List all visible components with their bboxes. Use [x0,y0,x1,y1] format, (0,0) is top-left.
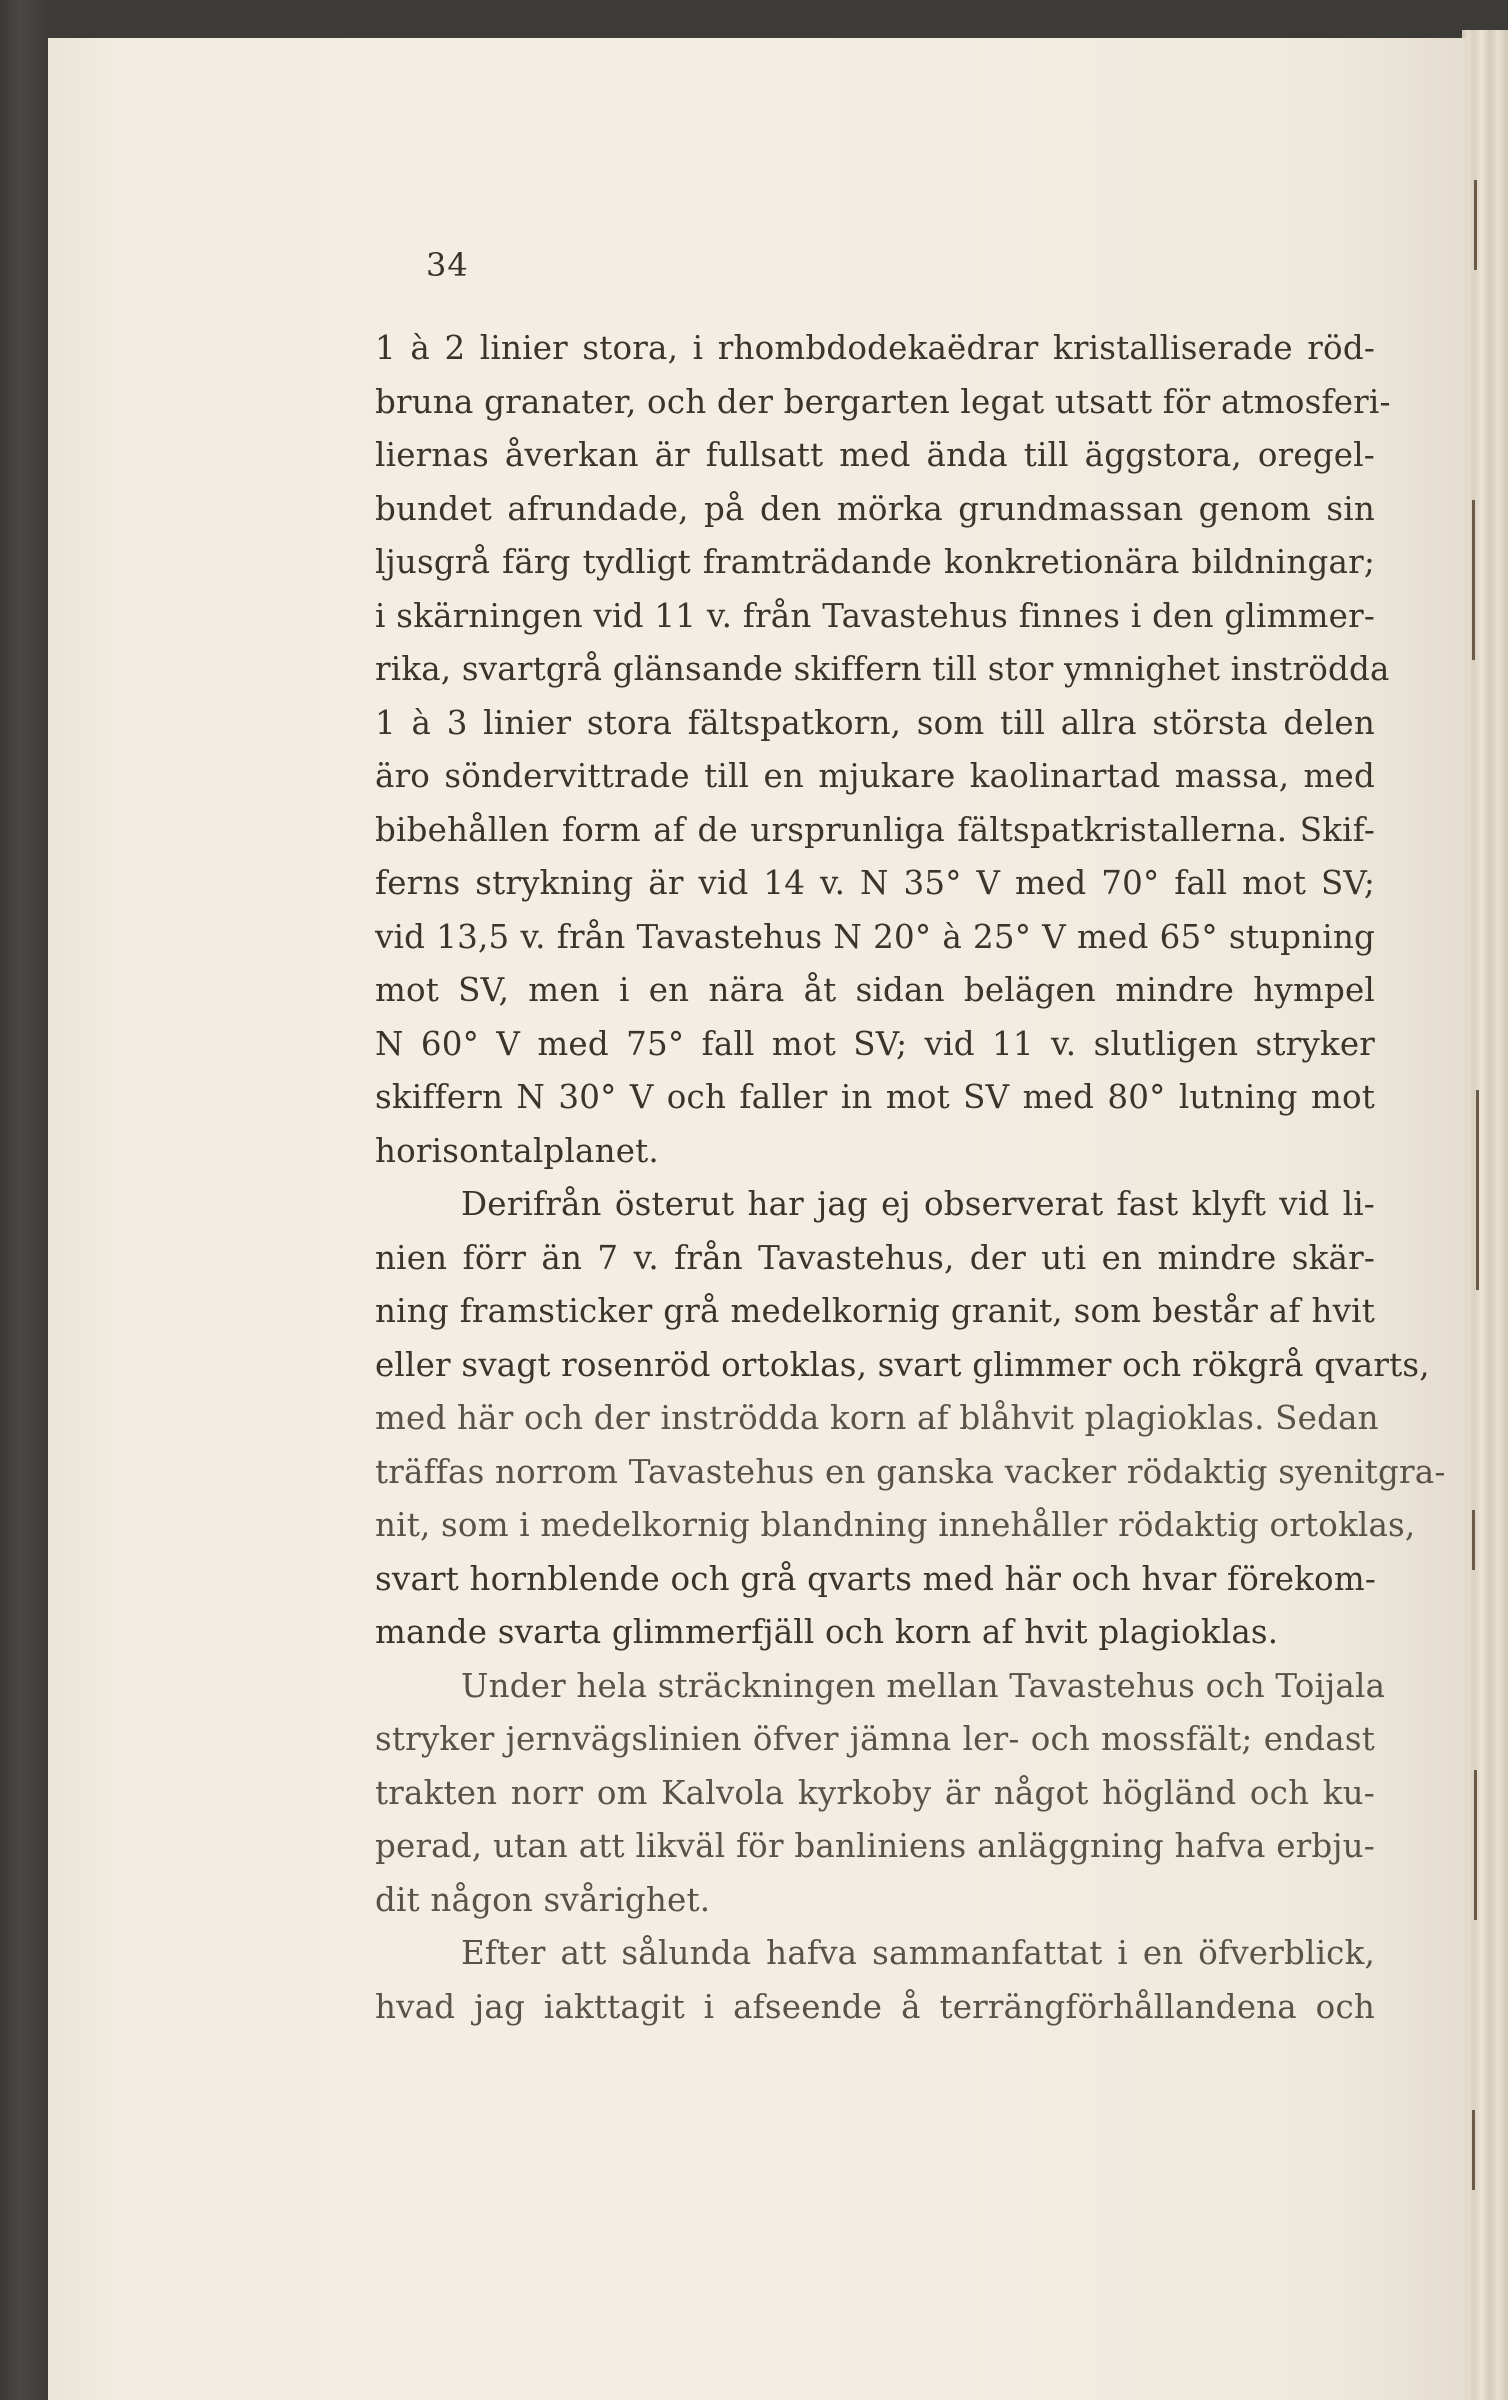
text-line: ljusgrå färg tydligt framträdande konkretionära bildningar; [375,543,1375,581]
paragraph [375,1660,1386,1928]
text-line: eller svagt rosenröd ortoklas, svart glimmer och rökgrå qvarts, [375,1345,1430,1384]
text-line: ning framsticker grå medelkornig granit, som består af hvit [375,1292,1375,1330]
text-line: trakten norr om Kalvola kyrkoby är något högländ och ku- [375,1773,1375,1812]
page-number: 34 [426,246,469,284]
text-line: i skärningen vid 11 v. från Tavastehus finnes i den glimmer- [375,596,1375,635]
text-line: Derifrån österut har jag ej observerat fast klyft vid li- [461,1185,1375,1223]
text-line: perad, utan att likväl för banliniens anläggning hafva erbju- [375,1827,1375,1865]
text-line: 1 à 2 linier stora, i rhombdodekaëdrar kristalliserade röd- [375,329,1375,367]
text-line: äro söndervittrade till en mjukare kaolinartad massa, med [375,757,1375,795]
text-line: skiffern N 30° V och faller in mot SV med 80° lutning mot [375,1078,1375,1116]
text-line: bundet afrundade, på den mörka grundmassan genom sin [375,489,1375,528]
body-text [375,322,1446,2034]
text-line: vid 13,5 v. från Tavastehus N 20° à 25° V med 65° stupning [375,917,1375,956]
text-line: horisontalplanet. [375,1131,659,1170]
text-line: nit, som i medelkornig blandning innehåller rödaktig ortoklas, [375,1506,1416,1544]
text-line: Under hela sträckningen mellan Tavastehus och Toijala [461,1666,1386,1705]
paragraph [375,1927,1375,2034]
text-line: mot SV, men i en nära åt sidan belägen mindre hympel [375,971,1375,1009]
paragraph [375,322,1391,1178]
text-line: 1 à 3 linier stora fältspatkorn, som till allra största delen [375,703,1375,742]
text-line: stryker jernvägslinien öfver jämna ler- och mossfält; endast [375,1720,1375,1758]
text-line: bibehållen form af de ursprunliga fältspatkristallerna. Skif- [375,810,1375,849]
page-edge-mark [1472,500,1475,660]
text-line: träffas norrom Tavastehus en ganska vacker rödaktig syenitgra- [375,1452,1446,1491]
text-line: dit någon svårighet. [375,1880,711,1919]
text-line: nien förr än 7 v. från Tavastehus, der uti en mindre skär- [375,1238,1375,1277]
text-line: mande svarta glimmerfjäll och korn af hvit plagioklas. [375,1613,1279,1651]
text-line: ferns strykning är vid 14 v. N 35° V med 70° fall mot SV; [375,864,1375,902]
page-edge-mark [1472,1510,1475,1570]
text-line: hvad jag iakttagit i afseende å terrängförhållandena och [375,1987,1375,2026]
text-line: Efter att sålunda hafva sammanfattat i en öfverblick, [461,1934,1375,1972]
paragraph [375,1178,1446,1660]
text-line: bruna granater, och der bergarten legat utsatt för atmosferi- [375,382,1391,421]
page-edge-mark [1476,1090,1479,1290]
page-edge-mark [1472,2110,1475,2190]
text-line: svart hornblende och grå qvarts med här och hvar förekom- [375,1559,1377,1598]
page-edge-mark [1474,180,1477,270]
page-edge-mark [1474,1770,1477,1920]
text-line: N 60° V med 75° fall mot SV; vid 11 v. slutligen stryker [375,1024,1375,1063]
text-line: liernas åverkan är fullsatt med ända till äggstora, oregel- [375,436,1375,474]
text-line: rika, svartgrå glänsande skiffern till stor ymnighet inströdda [375,650,1390,688]
next-pages-edge [1462,30,1508,2400]
text-line: med här och der inströdda korn af blåhvit plagioklas. Sedan [375,1399,1379,1437]
